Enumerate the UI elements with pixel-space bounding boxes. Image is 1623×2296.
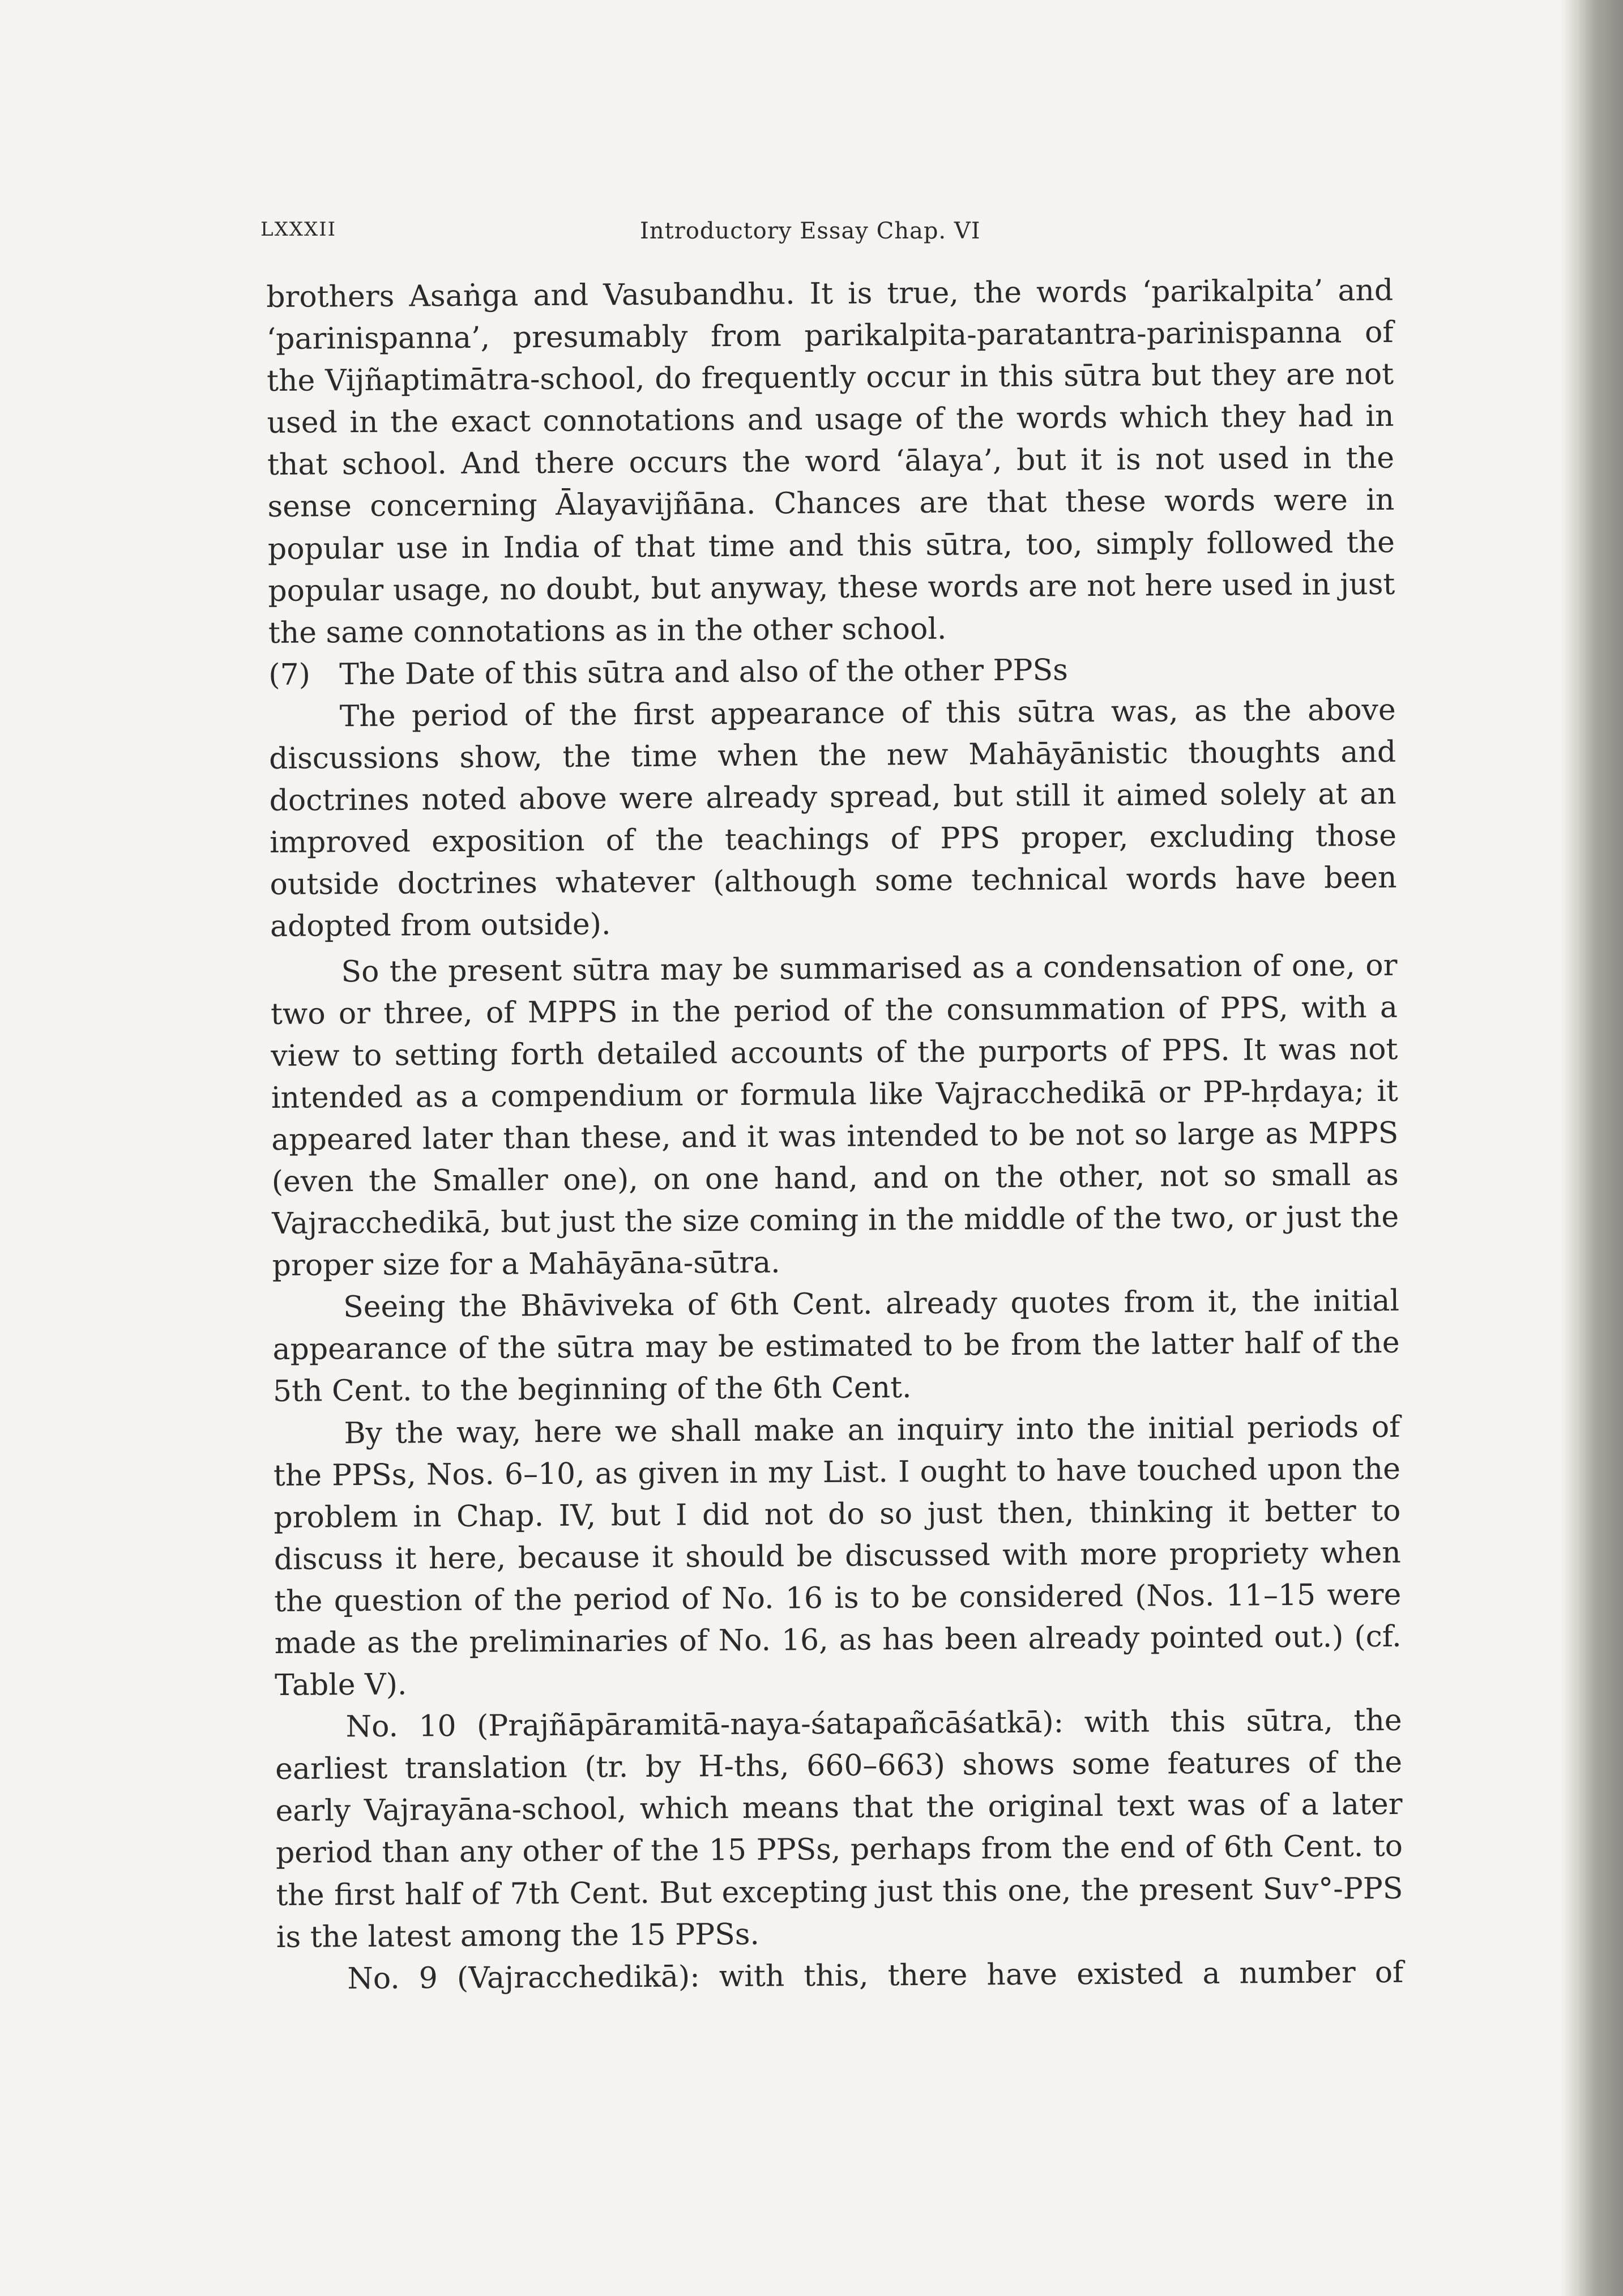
section-title: The Date of this sūtra and also of the other PPSs xyxy=(339,653,1068,692)
paragraph: So the present sūtra may be summarised as a condensation of one, or two or three, of MPPS in the period of the consummation of PPS, with a view to setting forth detailed accounts of the purports of PPS. It was not intended as a compendium or formula like Vajracchedikā or PP-hṛdaya; it appeared later than these, and it was intended to be not so large as MPPS (even the Smaller one), on one hand, and on the other, not so small as Vajracchedikā, but just the size coming in the middle of the two, or just the proper size for a Mahāyāna-sūtra. xyxy=(270,948,1399,1283)
paragraph: By the way, here we shall make an inquiry into the initial periods of the PPSs, Nos. 6–10, as given in my List. I ought to have touched upon the problem in Chap. IV, but I did not do so just then, thinking it better to discuss it here, because it should be discussed with more propriety when the question of the period of No. 16 is to be considered (Nos. 11–15 were made as the preliminaries of No. 16, as has been already pointed out.) (cf. Table V). xyxy=(273,1410,1402,1703)
body-text xyxy=(266,270,1404,2000)
paragraph-last-line: No. 9 (Vajracchedikā): with this, there have existed a number of xyxy=(347,1955,1404,1996)
running-head: Introductory Essay Chap. VI xyxy=(640,218,981,244)
scan-edge-shadow xyxy=(1561,0,1623,2296)
section-heading xyxy=(268,647,1395,696)
paragraph: The period of the first appearance of this sūtra was, as the above discussions show, the time when the new Mahāyānistic thoughts and doctrines noted above were already spread, but still it aimed solely at an improved exposition of the teachings of PPS proper, excluding those outside doctrines whatever (although some technical words have been adopted from outside). xyxy=(269,693,1397,944)
page-header xyxy=(260,218,1393,252)
paragraph: No. 10 (Prajñāpāramitā-naya-śatapañcāśatkā): with this sūtra, the earliest translation (tr. by H-ths, 660–663) shows some features of the early Vajrayāna-school, which means that the original text was of a later period than any other of the 15 PPSs, perhaps from the end of 6th Cent. to the first half of 7th Cent. But excepting just this one, the present Suv°-PPS is the latest among the 15 PPSs. xyxy=(275,1703,1403,1954)
paragraph-continued: brothers Asaṅga and Vasubandhu. It is true, the words ‘parikalpita’ and ‘parinispanna’, presumably from parikalpita-paratantra-parinispanna of the Vijñaptimātra-school, do frequently occur in this sūtra but they are not used in the exact connotations and usage of the words which they had in that school. And there occurs the word ‘ālaya’, but it is not used in the sense concerning Ālayavijñāna. Chances are that these words were in popular use in India of that time and this sūtra, too, simply followed the popular usage, no doubt, but anyway, these words are not here used in just the same connotations as in the other school. xyxy=(266,273,1395,650)
section-number: (7) xyxy=(268,658,311,692)
page-number: LXXXII xyxy=(260,218,337,241)
paragraph: Seeing the Bhāviveka of 6th Cent. already quotes from it, the initial appearance of the sūtra may be estimated to be from the latter half of the 5th Cent. to the beginning of the 6th Cent. xyxy=(272,1284,1400,1409)
